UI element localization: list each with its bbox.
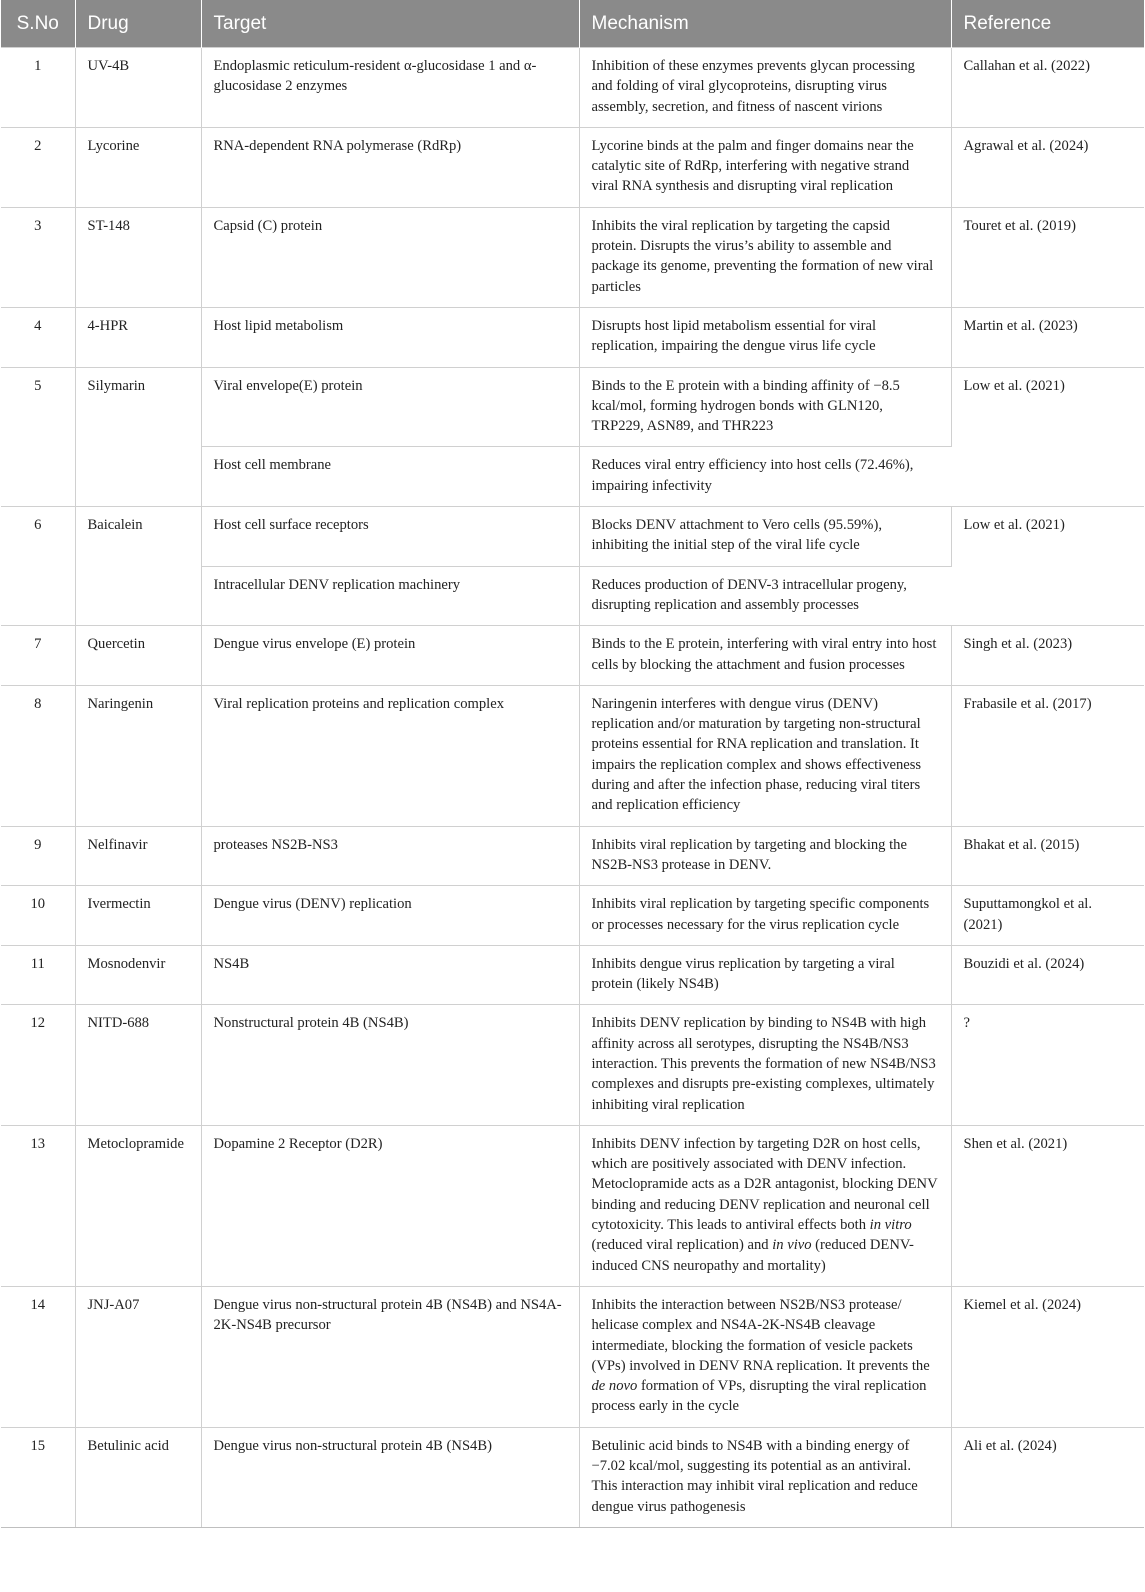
sno-cell: 15 xyxy=(1,1427,75,1527)
mechanism-text: (reduced DENV-induced CNS neuropathy and mortality) xyxy=(591,1237,914,1274)
header-mechanism: Mechanism xyxy=(579,0,951,48)
table-row xyxy=(1,207,1144,307)
sno-cell: 6 xyxy=(1,507,75,626)
sno-cell: 9 xyxy=(1,826,75,886)
mechanism-cell: Inhibits the viral replication by targeting the capsid protein. Disrupts the virus’s ability to assemble and package its genome, preventing the formation of new viral particles xyxy=(579,207,951,307)
reference-cell: Ali et al. (2024) xyxy=(951,1427,1144,1527)
target-cell: Host cell surface receptors xyxy=(201,507,579,567)
mechanism-italic-text: in vivo xyxy=(772,1237,812,1254)
mechanism-cell: Binds to the E protein with a binding affinity of −8.5 kcal/mol, forming hydrogen bonds with GLN120, TRP229, ASN89, and THR223 xyxy=(579,367,951,447)
drug-cell: Ivermectin xyxy=(75,886,201,946)
mechanism-cell: Inhibits viral replication by targeting specific components or processes necessary for the virus replication cycle xyxy=(579,886,951,946)
target-cell: Nonstructural protein 4B (NS4B) xyxy=(201,1005,579,1125)
table-header xyxy=(1,0,1144,48)
drug-cell: JNJ-A07 xyxy=(75,1286,201,1427)
drug-cell: Nelfinavir xyxy=(75,826,201,886)
header-reference: Reference xyxy=(951,0,1144,48)
drug-cell: 4-HPR xyxy=(75,307,201,367)
drug-cell: Lycorine xyxy=(75,127,201,207)
drug-cell: ST-148 xyxy=(75,207,201,307)
mechanism-cell: Naringenin interferes with dengue virus (DENV) replication and/or maturation by targeting non-structural proteins essential for RNA replication and translation. It impairs the replication complex and shows effectiveness during and after the infection phase, reducing viral titers and replication efficiency xyxy=(579,685,951,826)
header-drug: Drug xyxy=(75,0,201,48)
drug-cell: Quercetin xyxy=(75,626,201,686)
table-row xyxy=(1,1286,1144,1427)
mechanism-cell xyxy=(579,1125,951,1286)
reference-cell: Bhakat et al. (2015) xyxy=(951,826,1144,886)
mechanism-text: Inhibits DENV infection by targeting D2R on host cells, which are positively associated with DENV infection. Metoclopramide acts as a D2R antagonist, blocking DENV binding and reducing DENV replication and neuronal cell cytotoxicity. This leads to antiviral effects both xyxy=(591,1135,938,1234)
sno-cell: 7 xyxy=(1,626,75,686)
drug-cell: UV-4B xyxy=(75,48,201,128)
table-row xyxy=(1,1427,1144,1527)
target-cell: Endoplasmic reticulum-resident α-glucosidase 1 and α-glucosidase 2 enzymes xyxy=(201,48,579,128)
mechanism-cell: Reduces viral entry efficiency into host cells (72.46%), impairing infectivity xyxy=(579,447,951,507)
reference-cell: Suputtamongkol et al. (2021) xyxy=(951,886,1144,946)
reference-cell: Kiemel et al. (2024) xyxy=(951,1286,1144,1427)
table-row xyxy=(1,307,1144,367)
sno-cell: 4 xyxy=(1,307,75,367)
sno-cell: 14 xyxy=(1,1286,75,1427)
reference-cell: Touret et al. (2019) xyxy=(951,207,1144,307)
mechanism-italic-text: in vitro xyxy=(869,1217,912,1234)
sno-cell: 12 xyxy=(1,1005,75,1125)
reference-cell: Low et al. (2021) xyxy=(951,507,1144,626)
mechanism-text: formation of VPs, disrupting the viral replication process early in the cycle xyxy=(591,1378,927,1415)
target-cell: Capsid (C) protein xyxy=(201,207,579,307)
table-row xyxy=(1,626,1144,686)
mechanism-text: (reduced viral replication) and xyxy=(591,1237,773,1254)
table-row xyxy=(1,1125,1144,1286)
table-row xyxy=(1,48,1144,128)
reference-cell: Singh et al. (2023) xyxy=(951,626,1144,686)
mechanism-cell xyxy=(579,1286,951,1427)
mechanism-cell: Reduces production of DENV-3 intracellular progeny, disrupting replication and assembly processes xyxy=(579,566,951,626)
mechanism-cell: Inhibition of these enzymes prevents glycan processing and folding of viral glycoproteins, disrupting virus assembly, secretion, and fitness of nascent virions xyxy=(579,48,951,128)
table-body xyxy=(1,48,1144,1528)
reference-cell: Shen et al. (2021) xyxy=(951,1125,1144,1286)
table-row xyxy=(1,826,1144,886)
table-row xyxy=(1,1005,1144,1125)
reference-cell: Martin et al. (2023) xyxy=(951,307,1144,367)
drug-cell: Betulinic acid xyxy=(75,1427,201,1527)
reference-cell: Frabasile et al. (2017) xyxy=(951,685,1144,826)
sno-cell: 8 xyxy=(1,685,75,826)
mechanism-cell: Betulinic acid binds to NS4B with a binding energy of −7.02 kcal/mol, suggesting its potential as an antiviral. This interaction may inhibit viral replication and reduce dengue virus pathogenesis xyxy=(579,1427,951,1527)
sno-cell: 11 xyxy=(1,945,75,1005)
drug-cell: Naringenin xyxy=(75,685,201,826)
drug-cell: NITD-688 xyxy=(75,1005,201,1125)
drug-cell: Metoclopramide xyxy=(75,1125,201,1286)
table-row xyxy=(1,945,1144,1005)
target-cell: proteases NS2B-NS3 xyxy=(201,826,579,886)
target-cell: Dengue virus envelope (E) protein xyxy=(201,626,579,686)
mechanism-text: Inhibits the interaction between NS2B/NS3 protease/ helicase complex and NS4A-2K-NS4B cleavage intermediate, blocking the formation of vesicle packets (VPs) involved in DENV RNA replication. It prevents the xyxy=(591,1296,930,1374)
table-row xyxy=(1,507,1144,567)
mechanism-italic-text: de novo xyxy=(591,1378,638,1395)
mechanism-cell: Disrupts host lipid metabolism essential for viral replication, impairing the dengue virus life cycle xyxy=(579,307,951,367)
target-cell: Dengue virus non-structural protein 4B (NS4B) xyxy=(201,1427,579,1527)
mechanism-cell: Inhibits DENV replication by binding to NS4B with high affinity across all serotypes, disrupting the NS4B/NS3 interaction. This prevents the formation of new NS4B/NS3 complexes and disrupts pre-existing complexes, ultimately inhibiting viral replication xyxy=(579,1005,951,1125)
sno-cell: 13 xyxy=(1,1125,75,1286)
sno-cell: 2 xyxy=(1,127,75,207)
target-cell: Intracellular DENV replication machinery xyxy=(201,566,579,626)
table-row xyxy=(1,685,1144,826)
reference-cell: ? xyxy=(951,1005,1144,1125)
target-cell: RNA-dependent RNA polymerase (RdRp) xyxy=(201,127,579,207)
target-cell: Dengue virus (DENV) replication xyxy=(201,886,579,946)
header-row xyxy=(1,0,1144,48)
reference-cell: Bouzidi et al. (2024) xyxy=(951,945,1144,1005)
drug-cell: Mosnodenvir xyxy=(75,945,201,1005)
reference-cell: Low et al. (2021) xyxy=(951,367,1144,506)
mechanism-cell: Binds to the E protein, interfering with viral entry into host cells by blocking the attachment and fusion processes xyxy=(579,626,951,686)
table-row xyxy=(1,886,1144,946)
drug-table xyxy=(1,0,1144,1528)
sno-cell: 1 xyxy=(1,48,75,128)
target-cell: Dengue virus non-structural protein 4B (NS4B) and NS4A-2K-NS4B precursor xyxy=(201,1286,579,1427)
sno-cell: 3 xyxy=(1,207,75,307)
target-cell: NS4B xyxy=(201,945,579,1005)
header-target: Target xyxy=(201,0,579,48)
drug-cell: Baicalein xyxy=(75,507,201,626)
reference-cell: Agrawal et al. (2024) xyxy=(951,127,1144,207)
drug-cell: Silymarin xyxy=(75,367,201,506)
table-row xyxy=(1,367,1144,447)
mechanism-cell: Inhibits dengue virus replication by targeting a viral protein (likely NS4B) xyxy=(579,945,951,1005)
header-sno: S.No xyxy=(1,0,75,48)
mechanism-cell: Inhibits viral replication by targeting and blocking the NS2B-NS3 protease in DENV. xyxy=(579,826,951,886)
target-cell: Viral envelope(E) protein xyxy=(201,367,579,447)
target-cell: Dopamine 2 Receptor (D2R) xyxy=(201,1125,579,1286)
target-cell: Host cell membrane xyxy=(201,447,579,507)
target-cell: Viral replication proteins and replication complex xyxy=(201,685,579,826)
sno-cell: 5 xyxy=(1,367,75,506)
sno-cell: 10 xyxy=(1,886,75,946)
target-cell: Host lipid metabolism xyxy=(201,307,579,367)
reference-cell: Callahan et al. (2022) xyxy=(951,48,1144,128)
mechanism-cell: Blocks DENV attachment to Vero cells (95.59%), inhibiting the initial step of the viral life cycle xyxy=(579,507,951,567)
table-row xyxy=(1,127,1144,207)
mechanism-cell: Lycorine binds at the palm and finger domains near the catalytic site of RdRp, interfering with negative strand viral RNA synthesis and disrupting viral replication xyxy=(579,127,951,207)
